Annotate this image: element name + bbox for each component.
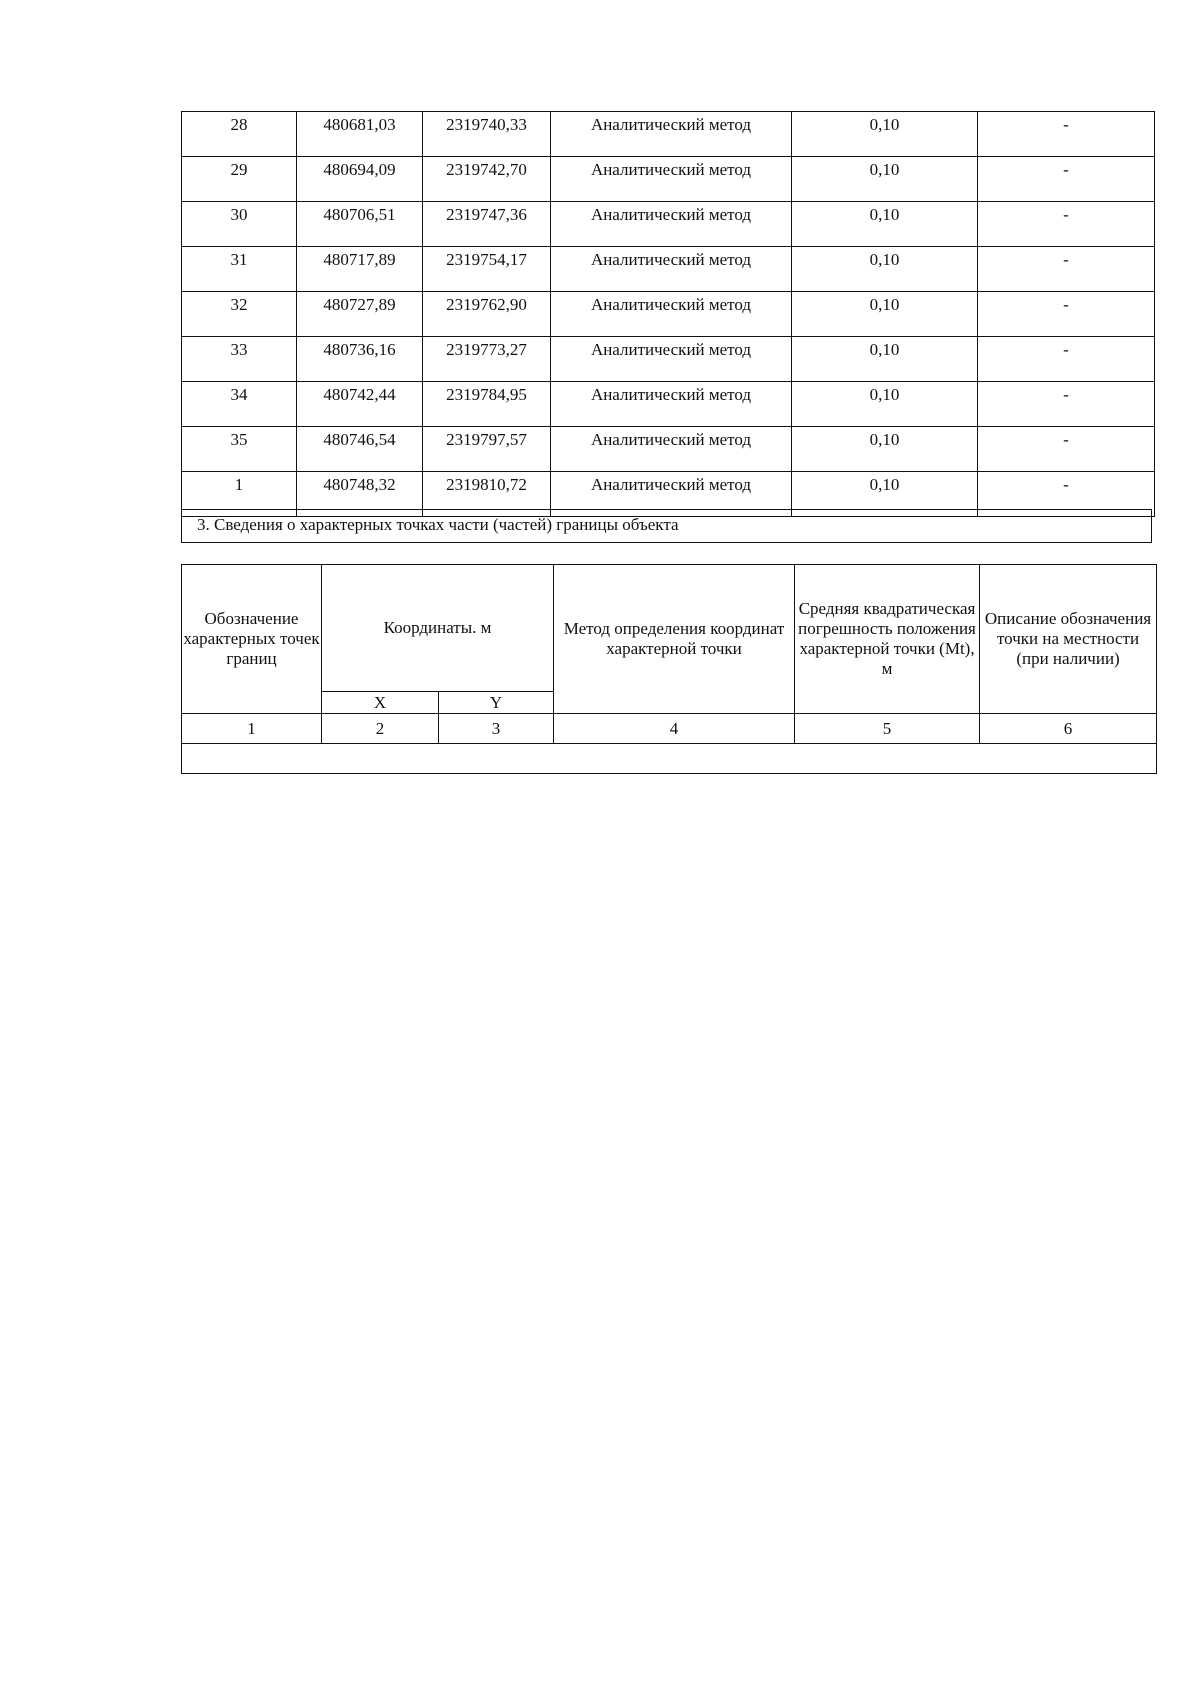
empty-cell bbox=[182, 744, 1157, 774]
mt-cell: 0,10 bbox=[792, 112, 978, 157]
description-cell: - bbox=[978, 112, 1155, 157]
column-number: 6 bbox=[980, 714, 1157, 744]
parts-empty-row bbox=[182, 744, 1157, 774]
header-y: Y bbox=[439, 692, 554, 714]
description-cell: - bbox=[978, 292, 1155, 337]
header-description: Описание обозначения точки на местности (при наличии) bbox=[980, 565, 1157, 714]
point-number-cell: 31 bbox=[182, 247, 297, 292]
column-number: 4 bbox=[554, 714, 795, 744]
y-coordinate-cell: 2319784,95 bbox=[423, 382, 551, 427]
x-coordinate-cell: 480742,44 bbox=[297, 382, 423, 427]
parts-header-row bbox=[182, 565, 1157, 692]
column-number: 2 bbox=[322, 714, 439, 744]
point-number-cell: 29 bbox=[182, 157, 297, 202]
point-number-cell: 33 bbox=[182, 337, 297, 382]
description-cell: - bbox=[978, 472, 1155, 517]
description-cell: - bbox=[978, 382, 1155, 427]
y-coordinate-cell: 2319742,70 bbox=[423, 157, 551, 202]
point-number-cell: 28 bbox=[182, 112, 297, 157]
method-cell: Аналитический метод bbox=[551, 292, 792, 337]
x-coordinate-cell: 480727,89 bbox=[297, 292, 423, 337]
x-coordinate-cell: 480681,03 bbox=[297, 112, 423, 157]
method-cell: Аналитический метод bbox=[551, 427, 792, 472]
parts-column-numbers-row bbox=[182, 714, 1157, 744]
y-coordinate-cell: 2319762,90 bbox=[423, 292, 551, 337]
mt-cell: 0,10 bbox=[792, 337, 978, 382]
table-row bbox=[182, 202, 1155, 247]
section-3-title: 3. Сведения о характерных точках части (частей) границы объекта bbox=[181, 509, 1152, 543]
column-number: 1 bbox=[182, 714, 322, 744]
mt-cell: 0,10 bbox=[792, 472, 978, 517]
description-cell: - bbox=[978, 202, 1155, 247]
x-coordinate-cell: 480736,16 bbox=[297, 337, 423, 382]
description-cell: - bbox=[978, 247, 1155, 292]
method-cell: Аналитический метод bbox=[551, 157, 792, 202]
boundary-points-table bbox=[181, 111, 1155, 517]
description-cell: - bbox=[978, 337, 1155, 382]
header-point-designation: Обозначение характерных точек границ bbox=[182, 565, 322, 714]
x-coordinate-cell: 480748,32 bbox=[297, 472, 423, 517]
boundary-points-body bbox=[182, 112, 1155, 517]
column-number: 3 bbox=[439, 714, 554, 744]
method-cell: Аналитический метод bbox=[551, 472, 792, 517]
table-row bbox=[182, 427, 1155, 472]
method-cell: Аналитический метод bbox=[551, 112, 792, 157]
table-row bbox=[182, 292, 1155, 337]
header-mt: Средняя квадратическая погрешность положения характерной точки (Mt), м bbox=[795, 565, 980, 714]
mt-cell: 0,10 bbox=[792, 427, 978, 472]
header-coordinates: Координаты. м bbox=[322, 565, 554, 692]
header-method: Метод определения координат характерной точки bbox=[554, 565, 795, 714]
mt-cell: 0,10 bbox=[792, 247, 978, 292]
method-cell: Аналитический метод bbox=[551, 202, 792, 247]
boundary-parts-table bbox=[181, 564, 1157, 774]
point-number-cell: 30 bbox=[182, 202, 297, 247]
mt-cell: 0,10 bbox=[792, 157, 978, 202]
y-coordinate-cell: 2319754,17 bbox=[423, 247, 551, 292]
table-row bbox=[182, 382, 1155, 427]
mt-cell: 0,10 bbox=[792, 292, 978, 337]
y-coordinate-cell: 2319810,72 bbox=[423, 472, 551, 517]
table-row bbox=[182, 337, 1155, 382]
table-row bbox=[182, 112, 1155, 157]
mt-cell: 0,10 bbox=[792, 382, 978, 427]
point-number-cell: 32 bbox=[182, 292, 297, 337]
point-number-cell: 35 bbox=[182, 427, 297, 472]
point-number-cell: 1 bbox=[182, 472, 297, 517]
column-number: 5 bbox=[795, 714, 980, 744]
y-coordinate-cell: 2319797,57 bbox=[423, 427, 551, 472]
method-cell: Аналитический метод bbox=[551, 247, 792, 292]
x-coordinate-cell: 480694,09 bbox=[297, 157, 423, 202]
x-coordinate-cell: 480746,54 bbox=[297, 427, 423, 472]
y-coordinate-cell: 2319773,27 bbox=[423, 337, 551, 382]
method-cell: Аналитический метод bbox=[551, 337, 792, 382]
table-row bbox=[182, 247, 1155, 292]
point-number-cell: 34 bbox=[182, 382, 297, 427]
y-coordinate-cell: 2319747,36 bbox=[423, 202, 551, 247]
header-x: X bbox=[322, 692, 439, 714]
y-coordinate-cell: 2319740,33 bbox=[423, 112, 551, 157]
x-coordinate-cell: 480706,51 bbox=[297, 202, 423, 247]
table-row bbox=[182, 157, 1155, 202]
description-cell: - bbox=[978, 427, 1155, 472]
x-coordinate-cell: 480717,89 bbox=[297, 247, 423, 292]
mt-cell: 0,10 bbox=[792, 202, 978, 247]
description-cell: - bbox=[978, 157, 1155, 202]
method-cell: Аналитический метод bbox=[551, 382, 792, 427]
